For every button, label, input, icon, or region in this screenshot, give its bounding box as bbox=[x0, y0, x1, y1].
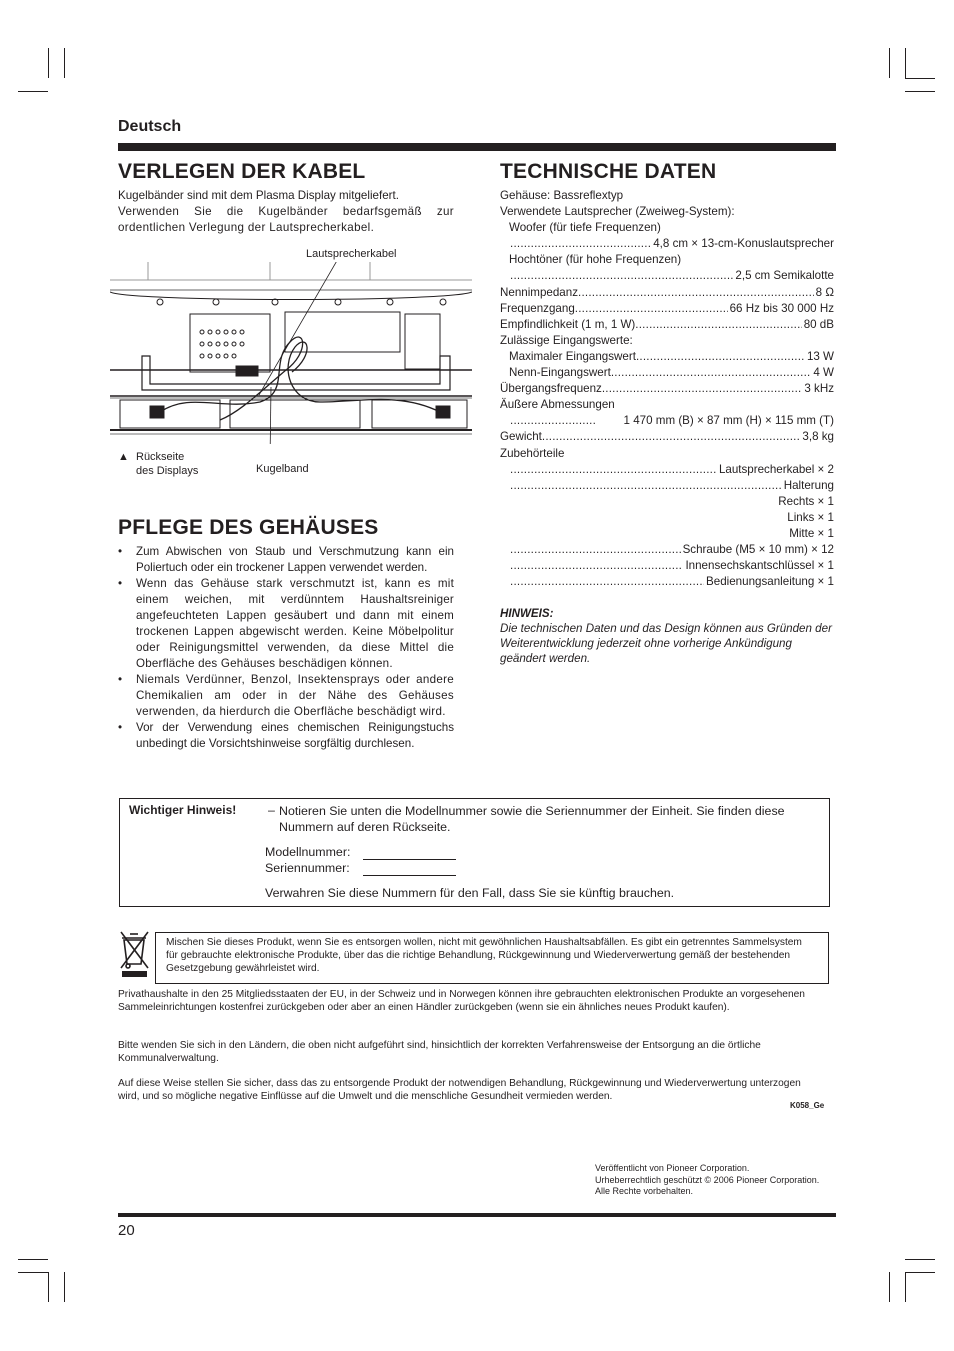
spec-acc-manual: . . . Bedienungsanleitung × 1 bbox=[500, 574, 834, 590]
fig-label-rear-1: Rückseite bbox=[136, 451, 185, 463]
disposal-box bbox=[155, 932, 829, 984]
important-text: Notieren Sie unten die Modellnummer sowie die Seriennummer der Einheit. Sie finden diese Nummern auf deren Rückseite. bbox=[279, 804, 785, 834]
care-item-2: • Wenn das Gehäuse stark verschmutzt ist, kann es mit einem weichen, mit verdünntem Haushaltsreiniger angefeuchteten Lappen gesäubert und dann mit einem trockenen Lappen abgewischt werden. Keine Möbelpolitur oder Reinigungsmittel verwenden, da diese Mittel die Oberfläche des Gehäuses beschädigen können. bbox=[118, 576, 454, 672]
header-rule bbox=[118, 143, 836, 151]
disposal-box-text: Mischen Sie dieses Produkt, wenn Sie es entsorgen wollen, nicht mit gewöhnlichen Haushaltsabfällen. Es gibt ein getrenntes Sammelsystem für gebrauchte elektronische Produkte, über das die richtige Behandlung, Rückgewinnung und Wiederverwertung gemäß der bestehenden Gesetzgebung gewährleistet wird. bbox=[166, 937, 802, 974]
specs-title-wrap bbox=[500, 160, 836, 184]
language-label: Deutsch bbox=[118, 118, 182, 135]
specs-list bbox=[500, 188, 834, 590]
crossed-bin-icon bbox=[117, 930, 151, 978]
spec-input-label: Zulässige Eingangswerte: bbox=[500, 333, 633, 347]
important-title: Wichtiger Hinweis! bbox=[129, 803, 237, 817]
spec-tweeter-value: . . . 2,5 cm Semikalotte bbox=[500, 268, 834, 284]
disposal-code: K058_Ge bbox=[790, 1101, 825, 1110]
serial-number-field[interactable] bbox=[363, 862, 456, 876]
cables-para-1: Kugelbänder sind mit dem Plasma Display mitgeliefert. bbox=[118, 189, 399, 202]
spec-weight: Gewicht . . . 3,8 kg bbox=[500, 429, 834, 445]
page-number: 20 bbox=[118, 1222, 135, 1239]
spec-acc-screw: . . . Schraube (M5 × 10 mm) × 12 bbox=[500, 542, 834, 558]
fig-label-rear-2: des Displays bbox=[136, 465, 199, 477]
important-dash: – bbox=[268, 803, 275, 817]
spec-max-input: Maximaler Eingangswert . . . 13 W bbox=[500, 349, 834, 365]
disposal-para-1: Privathaushalte in den 25 Mitgliedsstaaten der EU, in der Schweiz und in Norwegen können ihre gebrauchten elektronischen Produkte an vorgesehenen Sammeleinrichtungen kostenfrei zurückgeben oder aber an einen Händler zurückgeben (wenn sie ein ähnliches neues Produkt kaufen). bbox=[118, 989, 805, 1013]
fig-label-rear bbox=[118, 450, 199, 477]
publisher-line-3: Alle Rechte vorbehalten. bbox=[595, 1186, 694, 1196]
cables-section bbox=[118, 160, 454, 236]
model-number-field[interactable] bbox=[363, 846, 456, 860]
disposal-para-2: Bitte wenden Sie sich in den Ländern, die oben nicht aufgeführt sind, hinsichtlich der korrekten Verfahrensweise der Entsorgung an die örtliche Kommunalverwaltung. bbox=[118, 1040, 761, 1064]
specs-title: TECHNISCHE DATEN bbox=[500, 160, 717, 183]
important-note-box bbox=[119, 798, 830, 907]
specs-note-text: Die technischen Daten und das Design können aus Gründen der Weiterentwicklung jederzeit ohne vorherige Ankündigung geändert werden. bbox=[500, 622, 832, 665]
spec-nom-input: Nenn-Eingangswert . . . 4 W bbox=[500, 365, 834, 381]
publisher-info bbox=[595, 1163, 819, 1198]
important-keep-text: Verwahren Sie diese Nummern für den Fall, dass Sie sie künftig brauchen. bbox=[265, 886, 675, 900]
spec-acc-key: . . . Innensechskantschlüssel × 1 bbox=[500, 558, 834, 574]
spec-dims-value: . . . 1 470 mm (B) × 87 mm (H) × 115 mm (T) bbox=[500, 413, 834, 429]
model-number-label: Modellnummer: bbox=[265, 845, 351, 859]
spec-sensitivity: Empfindlichkeit (1 m, 1 W) . . . 80 dB bbox=[500, 317, 834, 333]
spec-impedance: Nennimpedanz . . . 8 Ω bbox=[500, 285, 834, 301]
spec-acc-right: Rechts × 1 bbox=[778, 494, 834, 508]
spec-crossover: Übergangsfrequenz . . . 3 kHz bbox=[500, 381, 834, 397]
up-arrow-icon: ▲ bbox=[118, 451, 129, 463]
serial-number-label: Seriennummer: bbox=[265, 861, 350, 875]
disposal-para-3: Auf diese Weise stellen Sie sicher, dass das zu entsorgende Produkt der notwendigen Behandlung, Rückgewinnung und Wiederverwertung unterzogen wird, und so mögliche negative Einflüsse auf die Umwelt und die menschliche Gesundheit vermieden werden. bbox=[118, 1078, 801, 1102]
spec-acc-middle: Mitte × 1 bbox=[789, 526, 834, 540]
spec-acc-cable: . . . Lautsprecherkabel × 2 bbox=[500, 462, 834, 478]
care-item-4: • Vor der Verwendung eines chemischen Reinigungstuchs unbedingt die Vorsichtshinweise sorgfältig durchlesen. bbox=[118, 720, 454, 752]
care-item-1: • Zum Abwischen von Staub und Verschmutzung kann ein Poliertuch oder ein trockener Lappen verwendet werden. bbox=[118, 544, 454, 576]
care-section bbox=[118, 516, 454, 752]
publisher-line-2: Urheberrechtlich geschützt © 2006 Pioneer Corporation. bbox=[595, 1174, 820, 1185]
spec-frequency: Frequenzgang . . . 66 Hz bis 30 000 Hz bbox=[500, 301, 834, 317]
spec-accessories-label: Zubehörteile bbox=[500, 446, 565, 460]
cables-title: VERLEGEN DER KABEL bbox=[118, 160, 366, 183]
footer-rule bbox=[118, 1213, 836, 1217]
spec-woofer-value: . . . 4,8 cm × 13-cm-Konuslautsprecher bbox=[500, 236, 834, 252]
spec-acc-holder: . . . Halterung bbox=[500, 478, 834, 494]
cable-routing-illustration bbox=[110, 262, 472, 444]
cables-para-2: Verwenden Sie die Kugelbänder bedarfsgemäß zur ordentlichen Verlegung der Lautsprecherkabel. bbox=[118, 205, 454, 234]
care-title: PFLEGE DES GEHÄUSES bbox=[118, 516, 379, 539]
spec-housing: Gehäuse: Bassreflextyp bbox=[500, 189, 624, 202]
publisher-line-1: Veröffentlicht von Pioneer Corporation. bbox=[595, 1163, 750, 1173]
spec-woofer-label: Woofer (für tiefe Frequenzen) bbox=[509, 221, 661, 235]
fig-label-speaker-cable: Lautsprecherkabel bbox=[306, 248, 397, 260]
spec-acc-left: Links × 1 bbox=[787, 510, 834, 524]
specs-note bbox=[500, 606, 838, 666]
care-item-3: • Niemals Verdünner, Benzol, Insektensprays oder andere Chemikalien am oder in der Nähe des Gehäuses verwenden, da hierdurch die Oberfläche beschädigt wird. bbox=[118, 672, 454, 720]
specs-note-title: HINWEIS: bbox=[500, 607, 554, 620]
spec-tweeter-label: Hochtöner (für hohe Frequenzen) bbox=[509, 253, 682, 267]
important-numbers bbox=[265, 844, 456, 876]
spec-speakers: Verwendete Lautsprecher (Zweiweg-System): bbox=[500, 205, 735, 219]
care-list bbox=[118, 544, 454, 752]
fig-label-ball-band: Kugelband bbox=[256, 463, 309, 475]
spec-dims-label: Äußere Abmessungen bbox=[500, 398, 615, 412]
